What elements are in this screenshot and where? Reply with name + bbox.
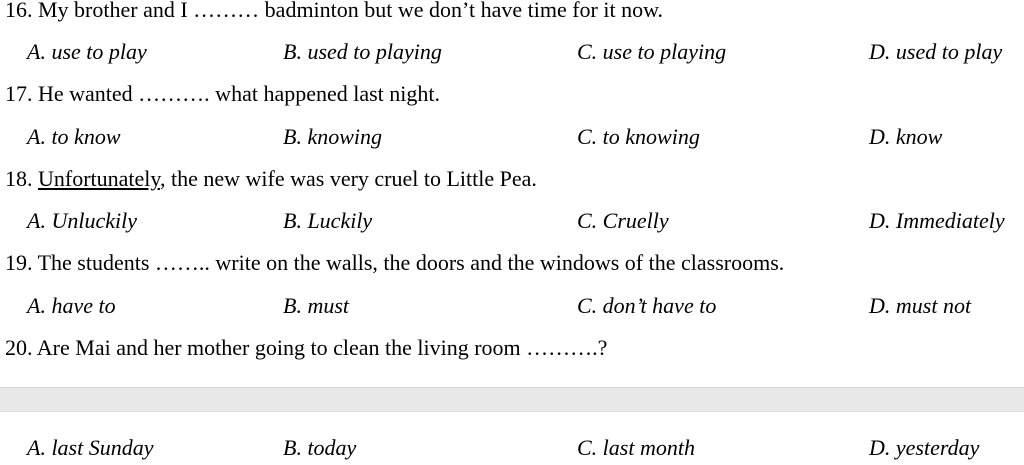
question-17-option-c: C. to knowing bbox=[577, 124, 700, 149]
question-18-option-b: B. Luckily bbox=[283, 208, 373, 233]
question-19-option-b: B. must bbox=[283, 293, 349, 318]
question-18-text: , the new wife was very cruel to Little Pea. bbox=[159, 166, 537, 191]
question-20-stem bbox=[5, 337, 607, 359]
question-19-text: 19. The students …….. write on the walls, the doors and the windows of the classrooms. bbox=[5, 250, 785, 275]
question-16-option-a: A. use to play bbox=[27, 39, 147, 64]
question-17-text: 17. He wanted ………. what happened last night. bbox=[5, 81, 441, 106]
question-18-number: 18. bbox=[5, 166, 38, 191]
question-20-option-d: D. yesterday bbox=[869, 435, 980, 460]
question-20-text: 20. Are Mai and her mother going to clean the living room ……….? bbox=[5, 335, 608, 360]
question-17-option-a: A. to know bbox=[27, 124, 121, 149]
question-16-option-b: B. used to playing bbox=[283, 39, 442, 64]
question-18-stem bbox=[5, 168, 537, 190]
question-18-option-c: C. Cruelly bbox=[577, 208, 669, 233]
question-16-text: 16. My brother and I ……… badminton but we don’t have time for it now. bbox=[5, 0, 664, 22]
question-19-option-d: D. must not bbox=[869, 293, 972, 318]
question-18-option-d: D. Immediately bbox=[869, 208, 1005, 233]
question-16-stem bbox=[5, 0, 663, 21]
question-19-option-a: A. have to bbox=[27, 293, 116, 318]
question-20-option-c: C. last month bbox=[577, 435, 695, 460]
question-19-stem bbox=[5, 252, 784, 274]
question-17-option-b: B. knowing bbox=[283, 124, 382, 149]
question-16-option-d: D. used to play bbox=[869, 39, 1003, 64]
question-17-stem bbox=[5, 83, 440, 105]
question-18-underlined-word: Unfortunately bbox=[38, 166, 160, 191]
question-20-option-a: A. last Sunday bbox=[27, 435, 154, 460]
question-20-option-b: B. today bbox=[283, 435, 357, 460]
page-break-band bbox=[0, 387, 1024, 412]
question-17-option-d: D. know bbox=[869, 124, 943, 149]
question-16-option-c: C. use to playing bbox=[577, 39, 727, 64]
question-18-option-a: A. Unluckily bbox=[27, 208, 137, 233]
question-19-option-c: C. don’t have to bbox=[577, 293, 717, 318]
